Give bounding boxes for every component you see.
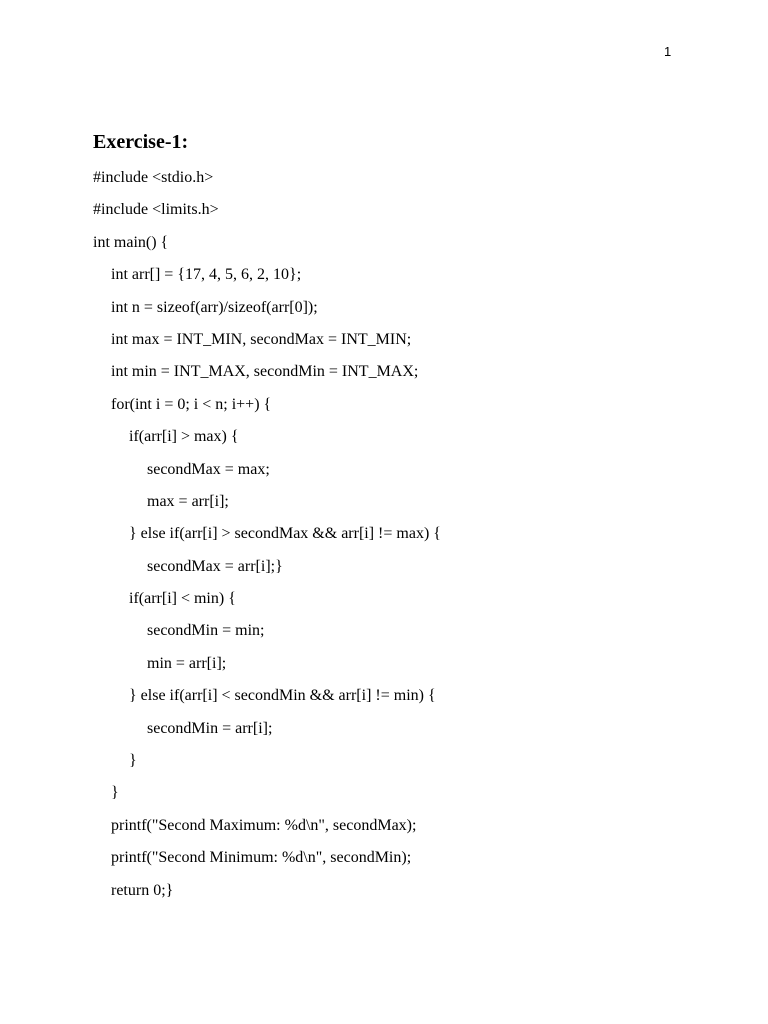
code-line: int arr[] = {17, 4, 5, 6, 2, 10};	[111, 266, 302, 284]
page-number: 1	[664, 44, 672, 59]
code-line: secondMin = arr[i];	[147, 719, 273, 737]
code-line: } else if(arr[i] < secondMin && arr[i] != min) {	[129, 687, 436, 705]
exercise-heading: Exercise-1:	[93, 131, 189, 153]
code-line: #include <stdio.h>	[93, 169, 214, 186]
code-line: int max = INT_MIN, secondMax = INT_MIN;	[111, 330, 412, 348]
code-line: secondMax = max;	[147, 460, 270, 478]
code-line: if(arr[i] > max) {	[129, 428, 239, 446]
code-line: for(int i = 0; i < n; i++) {	[111, 395, 272, 413]
code-line: }	[129, 752, 137, 770]
code-line: if(arr[i] < min) {	[129, 590, 236, 608]
code-line: return 0;}	[111, 881, 174, 899]
code-line: printf("Second Maximum: %d\n", secondMax);	[111, 816, 417, 834]
code-line: printf("Second Minimum: %d\n", secondMin);	[111, 849, 412, 867]
code-line: secondMin = min;	[147, 622, 265, 640]
code-line: int main() {	[93, 233, 169, 251]
code-line: min = arr[i];	[147, 654, 227, 672]
code-line: int min = INT_MAX, secondMin = INT_MAX;	[111, 363, 419, 381]
code-block	[93, 165, 441, 910]
code-line: #include <limits.h>	[93, 201, 219, 219]
code-line: max = arr[i];	[147, 492, 229, 510]
code-line: int n = sizeof(arr)/sizeof(arr[0]);	[111, 298, 318, 316]
code-line: } else if(arr[i] > secondMax && arr[i] != max) {	[129, 525, 441, 543]
code-line: }	[111, 784, 119, 802]
code-line: secondMax = arr[i];}	[147, 557, 283, 575]
